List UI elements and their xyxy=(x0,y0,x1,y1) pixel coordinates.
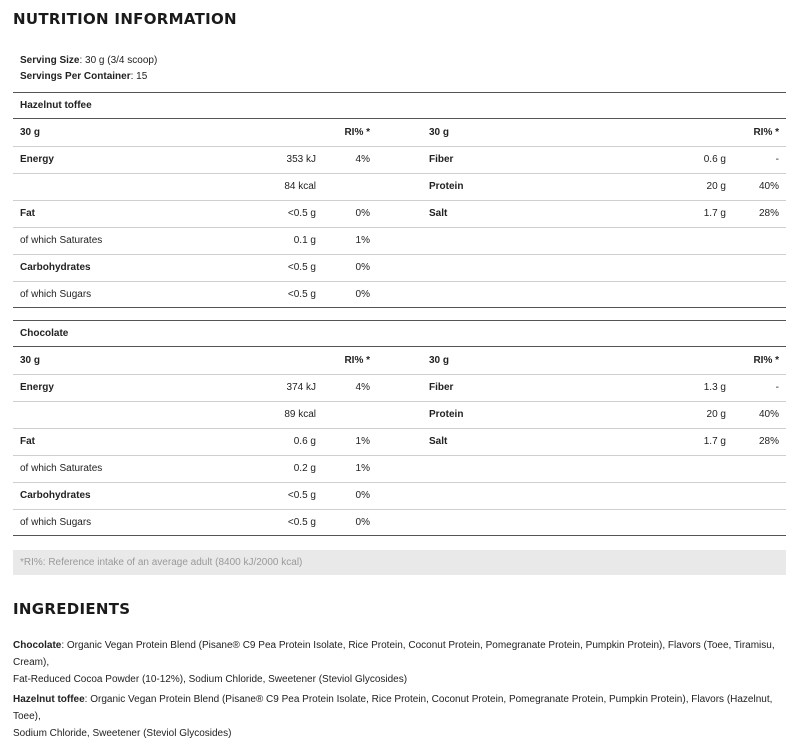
table-row xyxy=(13,146,786,173)
table-header-row xyxy=(13,119,786,146)
table-header-row xyxy=(13,347,786,374)
ingredient-name: Hazelnut toffee xyxy=(13,694,85,705)
nutrient-label: of which Sugars xyxy=(20,289,92,300)
nutrient-value: 1.7 g xyxy=(703,436,726,447)
table-row xyxy=(13,509,786,536)
table-row xyxy=(13,401,786,428)
ingredient-text: : Organic Vegan Protein Blend (Pisane® C9 Pea Protein Isolate, Rice Protein, Coconut Protein, Pomegranate Protein, Pumpkin Protein), Flavors (Toee, Tiramisu, Cream), xyxy=(13,640,775,668)
table-row xyxy=(13,227,786,254)
nutrient-value: <0.5 g xyxy=(287,208,316,219)
servings-label: Servings Per Container xyxy=(20,71,131,82)
nutrient-ri: 1% xyxy=(355,463,370,474)
nutrient-ri: 0% xyxy=(355,262,370,273)
table-row xyxy=(13,254,786,281)
nutrient-label: Energy xyxy=(20,154,54,165)
nutrient-value: <0.5 g xyxy=(287,262,316,273)
nutrient-value: 0.2 g xyxy=(293,463,316,474)
nutrient-ri: 40% xyxy=(758,181,779,192)
ingredient-chocolate xyxy=(13,637,788,688)
nutrition-title: NUTRITION INFORMATION xyxy=(13,10,237,28)
table-row xyxy=(13,281,786,308)
nutrient-value: 1.7 g xyxy=(703,208,726,219)
nutrient-ri: 1% xyxy=(355,436,370,447)
nutrient-label: Protein xyxy=(429,409,464,420)
nutrient-label: Salt xyxy=(429,208,448,219)
nutrient-value: 20 g xyxy=(706,409,726,420)
serving-size-value: : 30 g (3/4 scoop) xyxy=(79,55,158,66)
table-bottom-rule xyxy=(13,535,786,536)
header-ri-left: RI% * xyxy=(344,127,370,138)
table-row xyxy=(13,200,786,227)
flavor-title: Chocolate xyxy=(20,328,69,339)
ingredients-title: INGREDIENTS xyxy=(13,600,131,618)
table-bottom-rule xyxy=(13,307,786,308)
header-serving-left: 30 g xyxy=(20,355,41,366)
ingredient-text-cont: Sodium Chloride, Sweetener (Steviol Glycosides) xyxy=(13,728,232,739)
table-row xyxy=(13,482,786,509)
nutrient-value: <0.5 g xyxy=(287,517,316,528)
nutrient-label: Fat xyxy=(20,436,35,447)
servings-value: : 15 xyxy=(130,71,148,82)
nutrient-ri: 28% xyxy=(758,208,779,219)
nutrient-value: 1.3 g xyxy=(703,382,726,393)
nutrient-ri: 4% xyxy=(355,154,370,165)
serving-size xyxy=(20,55,157,66)
ingredient-text-cont: Fat-Reduced Cocoa Powder (10-12%), Sodium Chloride, Sweetener (Steviol Glycosides) xyxy=(13,674,408,685)
nutrient-label: Fiber xyxy=(429,382,454,393)
header-serving-left: 30 g xyxy=(20,127,41,138)
nutrient-ri: 28% xyxy=(758,436,779,447)
header-ri-left: RI% * xyxy=(344,355,370,366)
table-row xyxy=(13,173,786,200)
table-row xyxy=(13,374,786,401)
nutrient-label: of which Sugars xyxy=(20,517,92,528)
header-ri-right: RI% * xyxy=(753,355,779,366)
nutrient-label: of which Saturates xyxy=(20,235,103,246)
nutrient-label: Carbohydrates xyxy=(20,262,91,273)
nutrient-label: Fat xyxy=(20,208,35,219)
nutrient-ri: 0% xyxy=(355,517,370,528)
nutrient-label: of which Saturates xyxy=(20,463,103,474)
nutrient-value: 353 kJ xyxy=(286,154,316,165)
table-top-rule xyxy=(13,320,786,321)
table-row xyxy=(13,455,786,482)
header-ri-right: RI% * xyxy=(753,127,779,138)
nutrient-value: <0.5 g xyxy=(287,289,316,300)
nutrient-label: Salt xyxy=(429,436,448,447)
nutrient-label: Fiber xyxy=(429,154,454,165)
nutrient-value: 84 kcal xyxy=(284,181,316,192)
header-serving-right: 30 g xyxy=(429,127,450,138)
nutrient-value: 0.6 g xyxy=(703,154,726,165)
nutrient-ri: - xyxy=(775,382,779,393)
ingredient-hazelnut-toffee xyxy=(13,691,788,742)
nutrient-value: 374 kJ xyxy=(286,382,316,393)
nutrient-value: 20 g xyxy=(706,181,726,192)
nutrient-value: 0.1 g xyxy=(293,235,316,246)
table-row xyxy=(13,428,786,455)
ri-footnote: *RI%: Reference intake of an average adult (8400 kJ/2000 kcal) xyxy=(13,550,786,575)
nutrient-label: Carbohydrates xyxy=(20,490,91,501)
ingredient-text: : Organic Vegan Protein Blend (Pisane® C9 Pea Protein Isolate, Rice Protein, Coconut Protein, Pomegranate Protein, Pumpkin Protein), Flavors (Hazelnut, Toee), xyxy=(13,694,773,722)
ingredient-name: Chocolate xyxy=(13,640,62,651)
nutrient-ri: 0% xyxy=(355,208,370,219)
nutrient-label: Protein xyxy=(429,181,464,192)
nutrient-ri: - xyxy=(775,154,779,165)
nutrient-value: <0.5 g xyxy=(287,490,316,501)
nutrient-ri: 4% xyxy=(355,382,370,393)
table-top-rule xyxy=(13,92,786,93)
header-serving-right: 30 g xyxy=(429,355,450,366)
nutrient-ri: 0% xyxy=(355,289,370,300)
nutrient-ri: 1% xyxy=(355,235,370,246)
nutrient-ri: 40% xyxy=(758,409,779,420)
nutrient-label: Energy xyxy=(20,382,54,393)
flavor-title: Hazelnut toffee xyxy=(20,100,92,111)
serving-size-label: Serving Size xyxy=(20,55,80,66)
servings-per-container xyxy=(20,71,147,82)
nutrient-ri: 0% xyxy=(355,490,370,501)
nutrient-value: 89 kcal xyxy=(284,409,316,420)
nutrient-value: 0.6 g xyxy=(293,436,316,447)
